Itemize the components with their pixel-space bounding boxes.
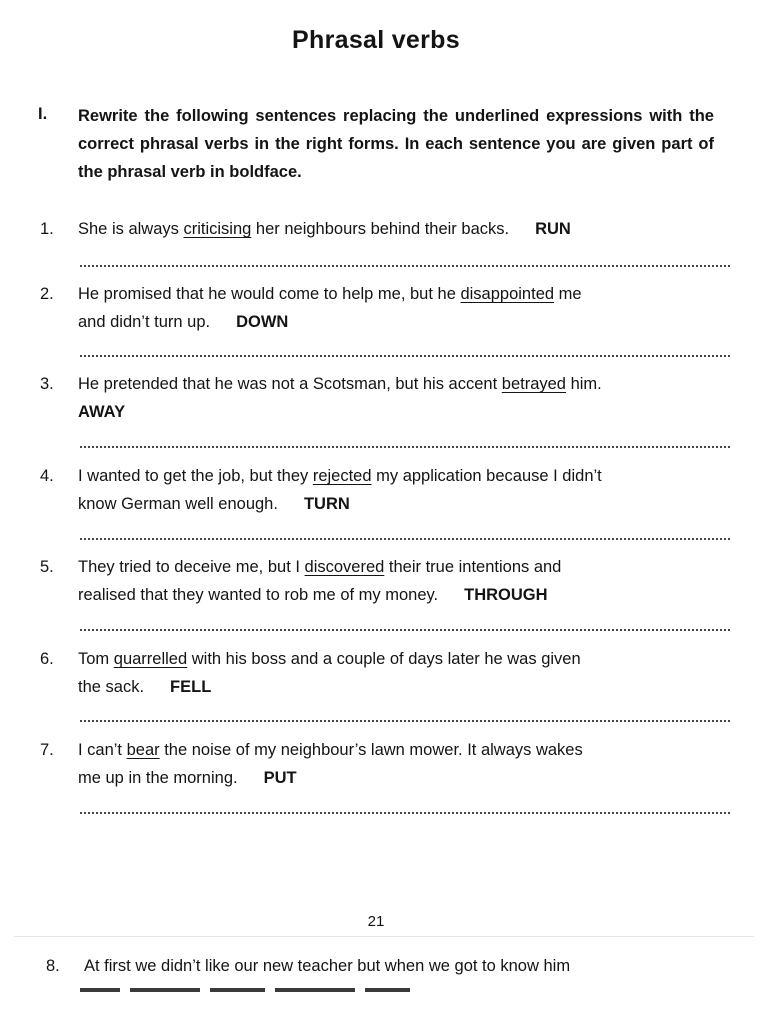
sentence-text: me up in the morning. [78, 769, 238, 787]
exercise-number: 2. [40, 285, 54, 303]
exercise-number: 4. [40, 467, 54, 485]
underlined-expression: bear [126, 741, 160, 759]
exercise-sentence [78, 736, 718, 792]
answer-line-4[interactable] [80, 538, 730, 540]
exercise-sentence: At first we didn’t like our new teacher but when we got to know him [84, 957, 571, 975]
answer-line-5[interactable] [80, 629, 730, 631]
exercise-sentence [78, 553, 718, 609]
answer-line-1[interactable] [80, 265, 730, 267]
underlined-expression: quarrelled [113, 650, 188, 668]
instruction-text: Rewrite the following sentences replacing the underlined expressions with the correct phrasal verbs in the right forms. In each sentence you are given part of the phrasal verb in boldface. [78, 107, 714, 181]
exercise-number: 5. [40, 558, 54, 576]
keyword: RUN [535, 220, 571, 238]
sentence-text: their true intentions and [384, 558, 562, 576]
keyword: PUT [263, 769, 297, 787]
sentence-text: with his boss and a couple of days later he was given [187, 650, 581, 668]
keyword: AWAY [78, 403, 126, 421]
page-title: Phrasal verbs [292, 26, 460, 54]
sentence-text: and didn’t turn up. [78, 313, 211, 331]
exercise-number: 8. [46, 957, 60, 975]
keyword: FELL [170, 678, 212, 696]
sentence-text: She is always [78, 220, 184, 238]
sentence-text: I wanted to get the job, but they [78, 467, 313, 485]
answer-line-7[interactable] [80, 812, 730, 814]
sentence-text: know German well enough. [78, 495, 278, 513]
exercise-number: 1. [40, 220, 54, 238]
exercise-number: 3. [40, 375, 54, 393]
sentence-text: the sack. [78, 678, 145, 696]
underlined-expression: criticising [183, 220, 252, 238]
sentence-text: They tried to deceive me, but I [78, 558, 305, 576]
answer-line-3[interactable] [80, 446, 730, 448]
answer-line-2[interactable] [80, 355, 730, 357]
sentence-text: He pretended that he was not a Scotsman, but his accent [78, 375, 502, 393]
instruction-number: I. [38, 105, 48, 123]
sentence-text: me [554, 285, 582, 303]
underlined-expression: rejected [312, 467, 372, 485]
underlined-expression: discovered [304, 558, 385, 576]
answer-line-6[interactable] [80, 720, 730, 722]
cut-off-text-row [80, 988, 440, 996]
sentence-text: Tom [78, 650, 114, 668]
sentence-text: my application because I didn’t [371, 467, 602, 485]
underlined-expression: betrayed [501, 375, 566, 393]
exercise-sentence [78, 462, 718, 518]
sentence-text: I can’t [78, 741, 127, 759]
page-number: 21 [367, 913, 385, 930]
sentence-text: him. [565, 375, 602, 393]
keyword: TURN [303, 495, 350, 513]
keyword: THROUGH [464, 586, 548, 604]
exercise-sentence [78, 370, 718, 426]
exercise-sentence [78, 280, 718, 336]
exercise-sentence [78, 215, 718, 243]
sentence-text: her neighbours behind their backs. [251, 220, 510, 238]
keyword: DOWN [236, 313, 289, 331]
exercise-number: 6. [40, 650, 54, 668]
sentence-text: the noise of my neighbour’s lawn mower. It always wakes [159, 741, 583, 759]
sentence-text: realised that they wanted to rob me of my money. [78, 586, 439, 604]
exercise-number: 7. [40, 741, 54, 759]
page-divider [14, 936, 754, 937]
exercise-sentence [78, 645, 718, 701]
sentence-text: He promised that he would come to help me, but he [78, 285, 461, 303]
underlined-expression: disappointed [460, 285, 555, 303]
